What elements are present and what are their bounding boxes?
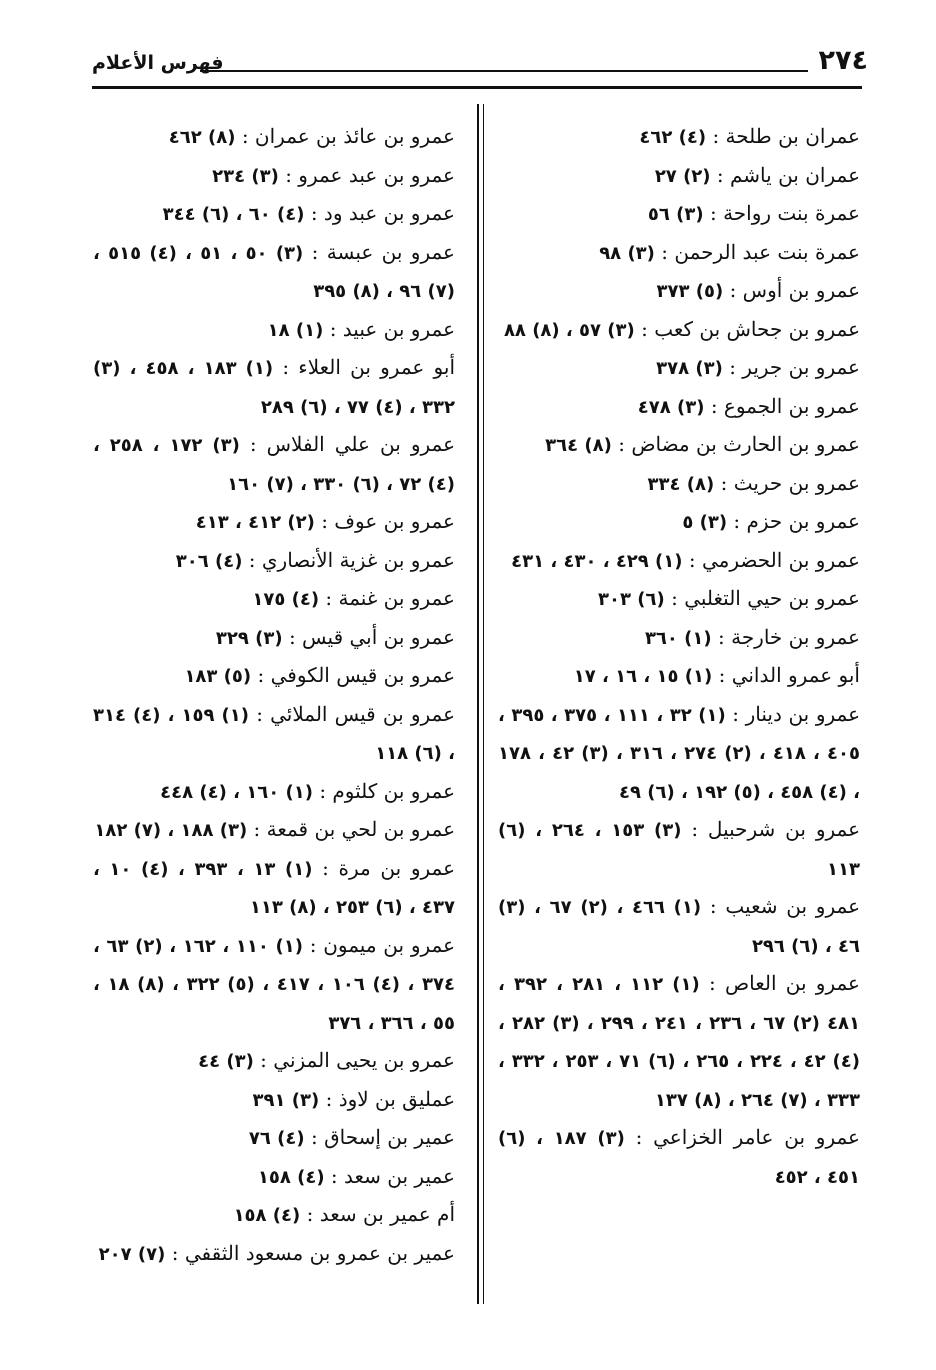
entry-references: (٨) ٣٦٤ [545,435,612,456]
entry-references: (٣) ١٧٢ ، ٢٥٨ ، (٤) ٧٢ ، (٦) ٣٣٠ ، (٧) ١٦٠ [93,435,455,495]
entry-references: (١) ١٦٠ ، (٤) ٤٤٨ [160,781,313,803]
index-entry [93,349,455,426]
index-entry [93,1158,455,1197]
entry-references: (٣) ٣٩١ [252,1089,320,1111]
entry-references: (٣) ٩٨ [599,242,655,264]
entry-references: (٥) ٣٧٣ [656,281,724,302]
index-entry [498,195,860,234]
entry-name: عمرو بن غنمة : [325,586,455,610]
index-entry [498,426,860,465]
entry-references: (٣) ٢٣٤ [212,165,279,187]
entry-references: (٢) ٢٧ [654,165,711,187]
header-rule [92,86,862,89]
index-entry [498,1119,860,1196]
index-entry [498,657,860,696]
entry-name: أم عمير بن سعد : [306,1202,455,1226]
header-line-left [200,70,620,72]
entry-references: (٣) ١٨٨ ، (٧) ١٨٢ [94,820,248,841]
entry-name: عمرو بن عامر الخزاعي : [635,1125,860,1149]
index-entry [93,1081,455,1120]
page-number: ٢٧٤ [818,45,868,76]
entry-name: عمرو بن كلثوم : [319,778,455,803]
entry-references: (١) ١٥٩ ، (٤) ٣١٤ ، (٦) ١١٨ [93,704,455,764]
entry-references: (٤) ١٧٥ [252,589,320,610]
index-entry [498,157,860,196]
index-entry [498,465,860,504]
entry-name: عمرو بن غزية الأنصاري : [248,547,455,572]
entry-references: (٣) ٤٧٨ [637,396,705,418]
index-entry [93,811,455,850]
index-entry [498,349,860,388]
entry-references: (١) ٣٢ ، ١١١ ، ٣٧٥ ، ٣٩٥ ، ٤٠٥ ، ٤١٨ ، (٢) ٢٧٤ ، ٣١٦ ، (٣) ٤٢ ، ١٧٨ ، (٤) ٤٥٨ ، (٥) ١٩٢ ، (٦) ٤٩ [498,704,861,803]
column-divider [477,104,484,1304]
entry-name: عمرو بن خارجة : [718,624,860,649]
entry-name: عمرو بن عوف : [321,509,455,533]
page-title: فهرس الأعلام [92,52,224,74]
index-entry [498,696,860,812]
index-entry [93,1196,455,1235]
index-entry [498,388,860,427]
entry-name: عمير بن إسحاق : [310,1125,455,1149]
entry-name: عمير بن عمرو بن مسعود الثقفي : [171,1240,455,1265]
entry-references: (٣) ٥ [682,512,728,533]
index-entry [93,850,455,927]
entry-name: عمرو بن الحارث بن مضاض : [618,432,860,456]
entry-references: (٥) ١٨٣ [184,666,252,687]
entry-name: أبو عمرو بن العلاء : [282,355,455,379]
entry-name: عمرو بن عبسة : [311,239,455,264]
index-entry [93,234,455,311]
left-column [93,118,455,1273]
entry-references: (٣) ٣٢٩ [215,627,283,649]
entry-references: (٣) ٥٠ ، ٥١ ، (٤) ٥١٥ ، (٧) ٩٦ ، (٨) ٣٩٥ [93,242,455,302]
index-entry [498,580,860,619]
entry-name: عمرو بن جرير : [729,355,860,379]
entry-references: (٤) ٣٠٦ [175,550,243,572]
index-entry [93,157,455,196]
entry-references: (٣) ٥٦ [647,204,704,225]
index-entry [93,311,455,350]
entry-name: عمرو بن الجموع : [710,393,860,418]
entry-references: (١) ١٨ [267,319,324,341]
index-entry [93,1119,455,1158]
index-entry [93,503,455,542]
index-entry [93,195,455,234]
entry-name: عمرة بنت رواحة : [709,201,860,225]
entry-name: عمرو بن جحاش بن كعب : [641,316,860,341]
entry-references: (٤) ٧٦ [248,1128,305,1149]
index-entry [498,619,860,658]
entry-references: (٣) ٤٤ [198,1051,254,1072]
index-entry [93,118,455,157]
index-entry [498,118,860,157]
entry-references: (٨) ٣٣٤ [647,473,715,495]
entry-references: (١) ١١٢ ، ٢٨١ ، ٣٩٢ ، ٤٨١ (٢) ٦٧ ، ٢٣٦ ، ٢٤١ ، ٢٩٩ ، (٣) ٢٨٢ ، (٤) ٤٢ ، ٢٢٤ ، ٢٦٥ ، (٦) ٧١ ، ٢٥٣ ، ٣٣٢ ، ٣٣٣ ، (٧) ٢٦٤ ، (٨) ١٣٧ [498,974,861,1111]
entry-name: عمرو بن ميمون : [309,932,456,957]
index-entry [498,234,860,273]
entry-name: عمرو بن شعيب : [709,894,860,918]
entry-name: عمرو بن الحضرمي : [688,547,860,572]
entry-references: (٣) ١٥٣ ، ٢٦٤ ، (٦) ١١٣ [498,820,860,880]
entry-references: (١) ١٥ ، ١٦ ، ١٧ [573,666,713,687]
entry-name: عمرو بن عائذ بن عمران : [241,124,455,148]
index-entry [93,1042,455,1081]
index-entry [93,542,455,581]
entry-name: عمرو بن العاص : [708,971,860,995]
index-entry [498,811,860,888]
entry-name: عمرو بن دينار : [732,701,861,726]
index-entry [498,888,860,965]
entry-references: (١) ١٣ ، ٣٩٣ ، (٤) ١٠ ، ٤٣٧ ، (٦) ٢٥٣ ، (٨) ١١٣ [93,858,455,918]
entry-name: عمرو بن قيس الملائي : [256,701,456,726]
entry-name: عمرو بن قيس الكوفي : [257,663,455,687]
entry-references: (١) ١٨٣ ، ٤٥٨ ، (٣) ٣٣٢ ، (٤) ٧٧ ، (٦) ٢٨٩ [93,358,455,418]
entry-name: عمرو بن لحي بن قمعة : [253,817,455,841]
entry-name: عمران بن طلحة : [712,124,860,148]
entry-name: عمرو بن حزم : [733,509,860,533]
entry-references: (٣) ١٨٧ ، (٦) ٤٥١ ، ٤٥٢ [498,1128,860,1188]
entry-name: عمير بن سعد : [330,1163,455,1188]
entry-references: (٢) ٤١٢ ، ٤١٣ [195,512,315,533]
index-entry [498,542,860,581]
entry-name: أبو عمرو الداني : [718,663,860,687]
entry-name: عمرو بن عبيد : [329,316,455,341]
index-entry [498,503,860,542]
index-entry [93,619,455,658]
entry-references: (٦) ٣٠٣ [598,589,665,610]
entry-name: عمرو بن حريث : [720,470,860,495]
entry-name: عمرة بنت عبد الرحمن : [661,239,860,264]
entry-name: عمرو بن شرحبيل : [691,817,861,841]
entry-name: عمرو بن يحيى المزني : [260,1048,455,1072]
index-entry [93,1235,455,1274]
entry-references: (١) ١١٠ ، ١٦٢ ، (٢) ٦٣ ، ٣٧٤ ، (٤) ١٠٦ ، ٤١٧ ، (٥) ٣٢٢ ، (٨) ١٨ ، ٥٥ ، ٣٦٦ ، ٣٧٦ [93,935,455,1034]
entry-references: (٧) ٢٠٧ [98,1243,166,1265]
entry-references: (٣) ٣٧٨ [656,358,723,379]
entry-name: عمرو بن أوس : [729,278,860,302]
entry-name: عمران بن ياشم : [716,162,860,187]
entry-references: (١) ٤٦٦ ، (٢) ٦٧ ، (٣) ٤٦ ، (٦) ٢٩٦ [498,897,860,957]
index-entry [498,272,860,311]
index-entry [498,965,860,1119]
index-entry [93,426,455,503]
index-entry [498,311,860,350]
index-entry [93,580,455,619]
index-entry [93,773,455,812]
entry-name: عمرو بن أبي قيس : [288,624,455,649]
entry-references: (٤) ٦٠ ، (٦) ٣٤٤ [162,204,305,225]
entry-references: (١) ٤٢٩ ، ٤٣٠ ، ٤٣١ [511,550,683,572]
entry-name: عمرو بن حيي التغلبي : [671,586,860,610]
entry-references: (٤) ١٥٨ [233,1205,301,1226]
entry-name: عمليق بن لاوذ : [325,1086,455,1111]
index-entry [93,657,455,696]
entry-references: (٤) ١٥٨ [257,1166,325,1188]
entry-name: عمرو بن علي الفلاس : [249,432,456,456]
entry-references: (٤) ٤٦٢ [639,127,707,148]
entry-name: عمرو بن عبد عمرو : [285,162,455,187]
index-entry [93,927,455,1043]
entry-name: عمرو بن عبد ود : [310,201,455,225]
entry-references: (٨) ٤٦٢ [168,127,236,148]
index-entry [93,696,455,773]
entry-references: (٣) ٥٧ ، (٨) ٨٨ [503,319,635,341]
entry-name: عمرو بن مرة : [322,855,456,880]
entry-references: (١) ٣٦٠ [644,627,712,649]
right-column [498,118,860,1196]
